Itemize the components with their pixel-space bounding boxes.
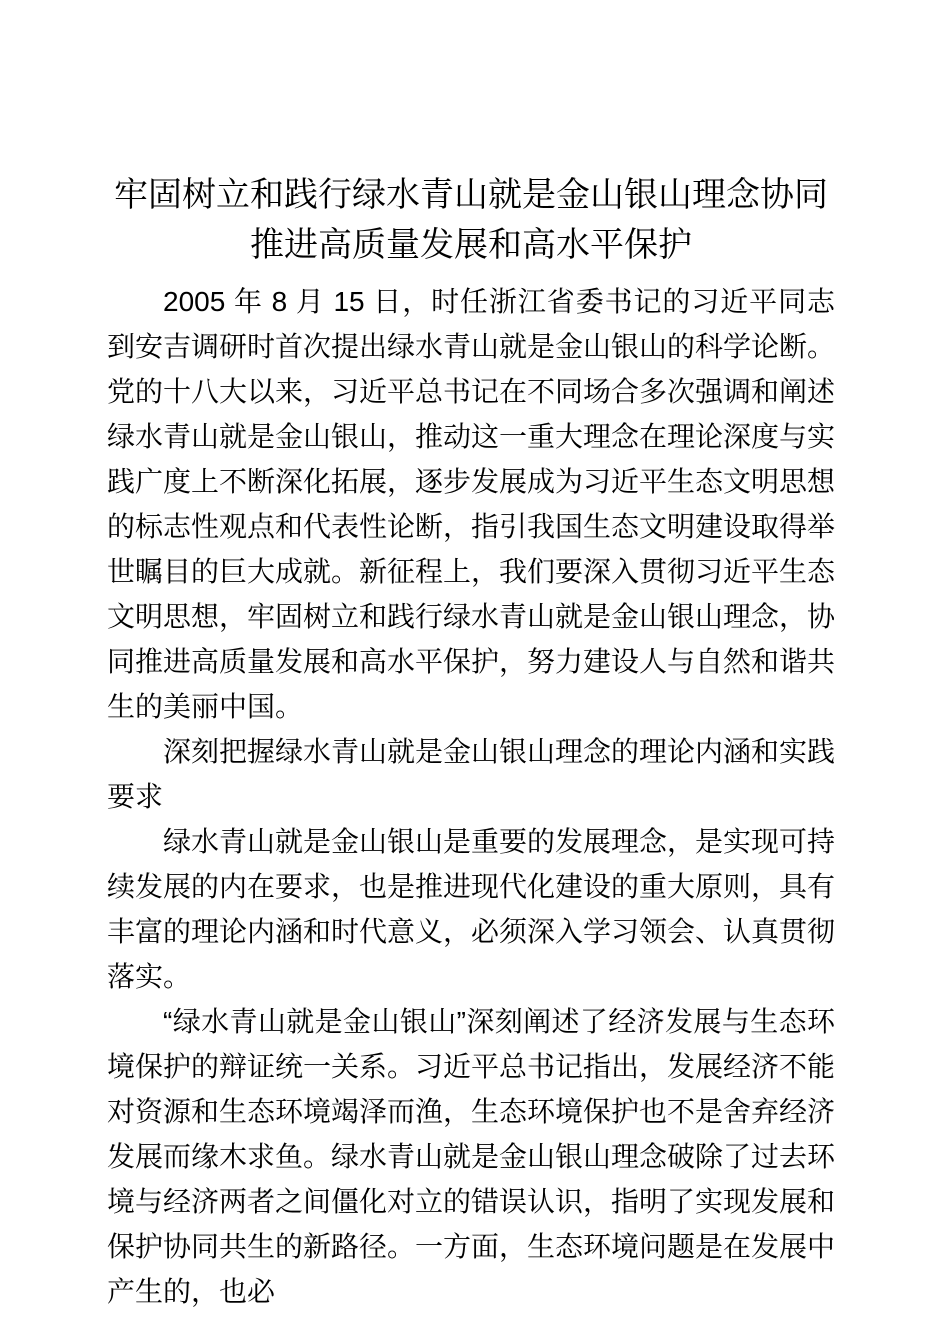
paragraph: 2005 年 8 月 15 日，时任浙江省委书记的习近平同志到安吉调研时首次提出绿水青山就是金山银山的科学论断。党的十八大以来，习近平总书记在不同场合多次强调和阐述绿水青山就是金山银山，推动这一重大理念在理论深度与实践广度上不断深化拓展，逐步发展成为习近平生态文明思想的标志性观点和代表性论断，指引我国生态文明建设取得举世瞩目的巨大成就。新征程上，我们要深入贯彻习近平生态文明思想，牢固树立和践行绿水青山就是金山银山理念，协同推进高质量发展和高水平保护，努力建设人与自然和谐共生的美丽中国。	[107, 286, 836, 722]
document-title: 牢固树立和践行绿水青山就是金山银山理念协同推进高质量发展和高水平保护	[114, 176, 828, 264]
paragraph: 深刻把握绿水青山就是金山银山理念的理论内涵和实践要求	[107, 736, 836, 812]
document-body	[107, 279, 835, 1314]
paragraph: 绿水青山就是金山银山是重要的发展理念，是实现可持续发展的内在要求，也是推进现代化建设的重大原则，具有丰富的理论内涵和时代意义，必须深入学习领会、认真贯彻落实。	[107, 826, 836, 992]
paragraph: “绿水青山就是金山银山”深刻阐述了经济发展与生态环境保护的辩证统一关系。习近平总书记指出，发展经济不能对资源和生态环境竭泽而渔，生态环境保护也不是舍弃经济发展而缘木求鱼。绿水青山就是金山银山理念破除了过去环境与经济两者之间僵化对立的错误认识，指明了实现发展和保护协同共生的新路径。一方面，生态环境问题是在发展中产生的，也必	[107, 1006, 836, 1307]
